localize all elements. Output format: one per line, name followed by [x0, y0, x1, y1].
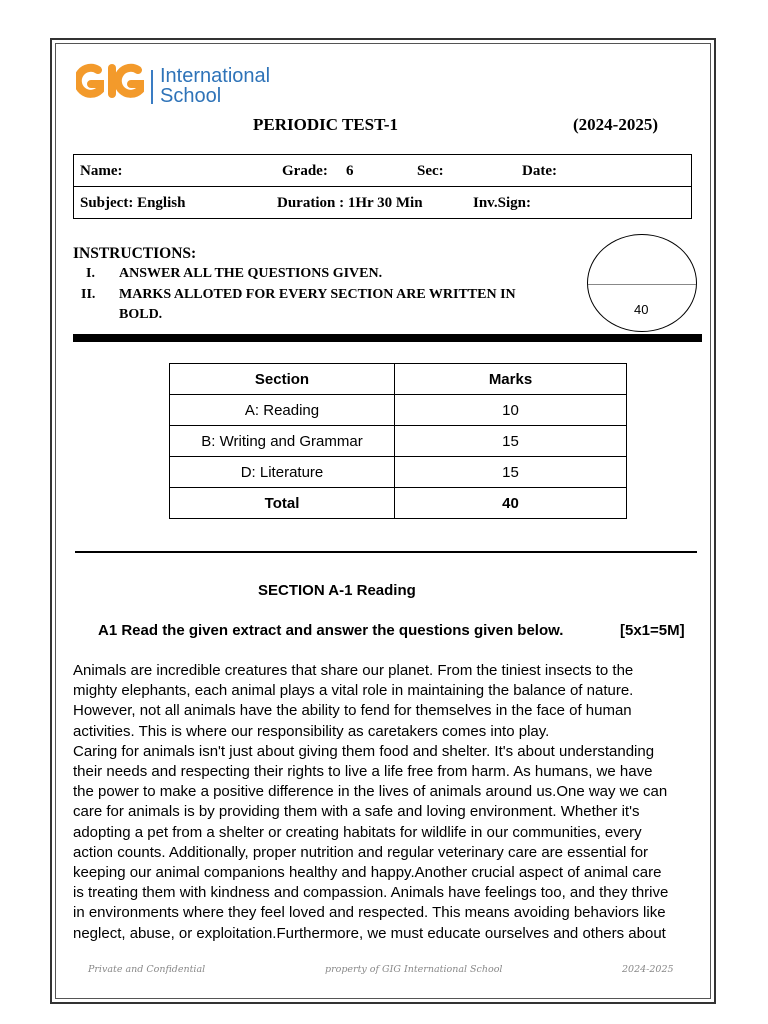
passage-line: However, not all animals have the ability to fend for themselves in the face of human	[73, 702, 632, 720]
passage-line: mighty elephants, each animal plays a vital role in maintaining the balance of nature.	[73, 682, 634, 700]
table-total-row	[170, 488, 627, 519]
instruction-num-2: II.	[81, 287, 96, 302]
section-divider	[75, 551, 697, 553]
question-prompt: A1 Read the given extract and answer the questions given below.	[98, 622, 564, 639]
instruction-text-2: MARKS ALLOTED FOR EVERY SECTION ARE WRITTEN IN	[119, 287, 516, 302]
passage-line: action counts. Additionally, proper nutrition and regular veterinary care are essential for	[73, 843, 649, 861]
table-header-row	[170, 364, 627, 395]
info-row-1	[74, 155, 692, 187]
total-marks-cell: 40	[395, 488, 627, 519]
column-header-marks: Marks	[395, 364, 627, 395]
passage-line: Caring for animals isn't just about giving them food and shelter. It's about understanding	[73, 742, 655, 760]
logo-divider	[151, 70, 153, 104]
column-header-section: Section	[170, 364, 395, 395]
passage-line: adopting a pet from a shelter or creating habitats for wildlife in our communities, every	[73, 823, 642, 841]
passage-line: is treating them with kindness and compassion. Animals have feelings too, and they thrive	[73, 884, 669, 902]
logo-line-2: School	[160, 85, 222, 107]
info-cell	[74, 155, 692, 187]
score-total: 40	[634, 302, 649, 317]
inv-sign-label: Inv.Sign:	[473, 195, 531, 211]
passage-line: the power to make a positive difference in the lives of animals around us.One way we can	[73, 783, 668, 801]
footer-property: property of GIG International School	[325, 964, 503, 975]
name-label: Name:	[80, 163, 123, 179]
logo-mark-text: GIG	[76, 105, 78, 106]
duration-label: Duration : 1Hr 30 Min	[277, 195, 423, 211]
section-cell: B: Writing and Grammar	[170, 426, 395, 457]
reading-passage	[73, 661, 701, 944]
footer-confidential: Private and Confidential	[88, 964, 206, 975]
passage-line: Animals are incredible creatures that share our planet. From the tiniest insects to the	[73, 662, 634, 679]
sec-label: Sec:	[417, 163, 444, 179]
table-row	[170, 426, 627, 457]
passage-line: in environments where they feel loved and respected. This means avoiding behaviors like	[73, 904, 666, 922]
passage-line: keeping our animal companions healthy and happy.Another crucial aspect of animal care	[73, 864, 662, 882]
section-title: SECTION A-1 Reading	[258, 582, 416, 599]
instruction-num-1: I.	[86, 266, 95, 281]
logo-wordmark	[160, 66, 270, 106]
question-marks: [5x1=5M]	[620, 622, 685, 639]
section-cell: D: Literature	[170, 457, 395, 488]
footer-year: 2024-2025	[622, 964, 674, 975]
academic-year: (2024-2025)	[573, 115, 658, 134]
grade-value: 6	[346, 163, 354, 179]
table-row	[170, 395, 627, 426]
header-divider	[73, 334, 702, 342]
marks-cell: 10	[395, 395, 627, 426]
school-logo-icon	[76, 60, 148, 106]
score-divider	[588, 284, 696, 285]
table-row	[170, 457, 627, 488]
info-cell	[74, 187, 692, 219]
student-info-table	[73, 154, 692, 219]
date-label: Date:	[522, 163, 557, 179]
passage-line: care for animals is by providing them with a safe and loving environment. Whether it's	[73, 803, 640, 821]
instructions-heading: INSTRUCTIONS:	[73, 245, 197, 262]
instruction-text-1: ANSWER ALL THE QUESTIONS GIVEN.	[119, 266, 383, 281]
instruction-text-2-cont: BOLD.	[119, 307, 163, 322]
passage-line: activities. This is where our responsibility as caretakers comes into play.	[73, 722, 550, 740]
subject-label: Subject: English	[80, 195, 186, 211]
score-circle	[587, 234, 697, 332]
marks-cell: 15	[395, 457, 627, 488]
grade-label: Grade:	[282, 163, 328, 179]
marks-cell: 15	[395, 426, 627, 457]
passage-line: their needs and respecting their rights to live a life free from harm. As humans, we have	[73, 763, 653, 781]
section-cell: A: Reading	[170, 395, 395, 426]
passage-line: neglect, abuse, or exploitation.Furthermore, we must educate ourselves and others about	[73, 924, 666, 942]
marks-table	[169, 363, 627, 519]
info-row-2	[74, 187, 692, 219]
total-label-cell: Total	[170, 488, 395, 519]
page-title: PERIODIC TEST-1	[253, 115, 399, 134]
logo-line-1: International	[160, 65, 271, 87]
